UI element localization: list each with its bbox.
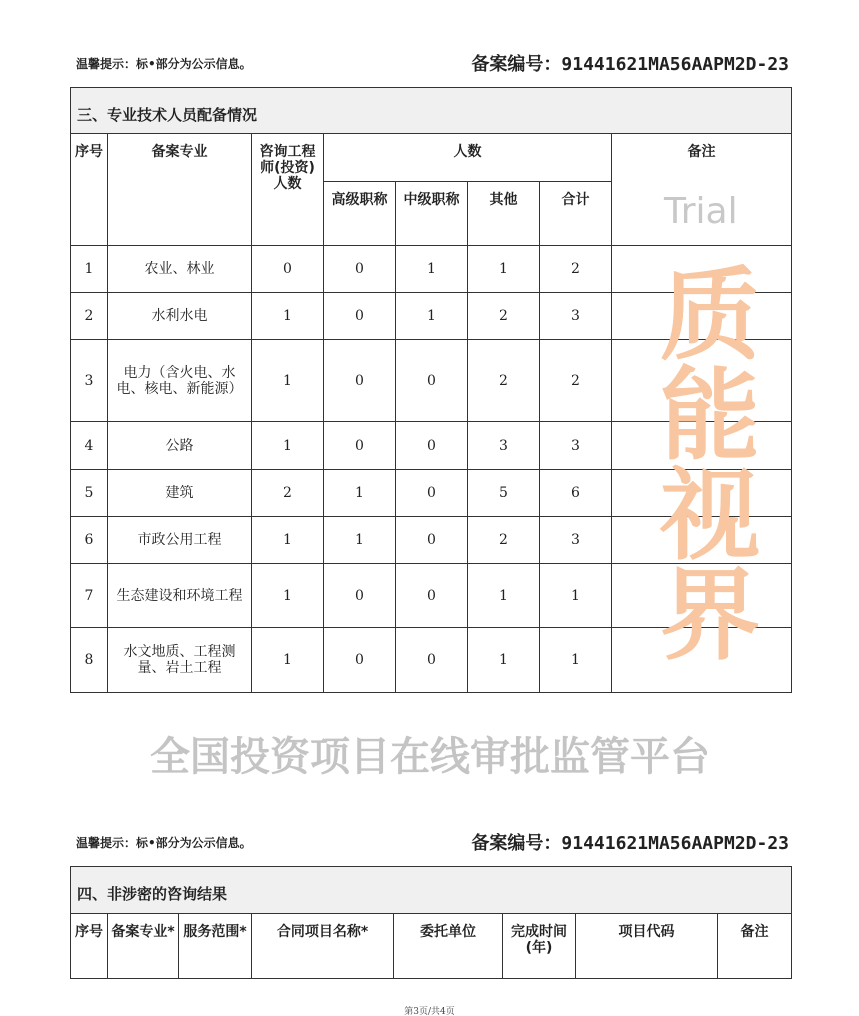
cell-engineers: 1 xyxy=(252,517,324,564)
cell-remark xyxy=(612,564,792,628)
cell-major: 生态建设和环境工程 xyxy=(108,564,252,628)
staff-table xyxy=(70,87,792,693)
cell-senior: 0 xyxy=(324,628,396,693)
header-scope: 服务范围* xyxy=(179,914,252,979)
cell-major: 水文地质、工程测量、岩土工程 xyxy=(108,628,252,693)
cell-engineers: 0 xyxy=(252,246,324,293)
cell-engineers: 1 xyxy=(252,340,324,422)
cell-seq: 7 xyxy=(71,564,108,628)
record-number xyxy=(471,50,789,76)
cell-seq: 3 xyxy=(71,340,108,422)
cell-engineers: 1 xyxy=(252,293,324,340)
header-remark: 备注 xyxy=(718,914,792,979)
cell-remark xyxy=(612,517,792,564)
header-major: 备案专业* xyxy=(108,914,179,979)
cell-other: 2 xyxy=(468,517,540,564)
cell-other: 1 xyxy=(468,246,540,293)
cell-middle: 0 xyxy=(396,628,468,693)
cell-engineers: 1 xyxy=(252,564,324,628)
header-count: 人数 xyxy=(324,134,612,182)
cell-total: 1 xyxy=(540,564,612,628)
cell-senior: 0 xyxy=(324,246,396,293)
notice-text-2: 温馨提示：标•部分为公示信息。 xyxy=(76,836,252,850)
header-total: 合计 xyxy=(540,182,612,246)
cell-major: 电力（含火电、水电、核电、新能源） xyxy=(108,340,252,422)
cell-senior: 0 xyxy=(324,293,396,340)
cell-engineers: 2 xyxy=(252,470,324,517)
header-seq: 序号 xyxy=(71,914,108,979)
cell-total: 2 xyxy=(540,246,612,293)
cell-senior: 0 xyxy=(324,340,396,422)
header-client: 委托单位 xyxy=(394,914,503,979)
cell-major: 水利水电 xyxy=(108,293,252,340)
cell-remark xyxy=(612,422,792,470)
cell-remark xyxy=(612,628,792,693)
cell-middle: 0 xyxy=(396,517,468,564)
cell-total: 3 xyxy=(540,293,612,340)
cell-middle: 1 xyxy=(396,246,468,293)
table-row xyxy=(71,246,792,293)
cell-other: 3 xyxy=(468,422,540,470)
cell-other: 2 xyxy=(468,340,540,422)
results-table xyxy=(70,866,792,979)
cell-middle: 0 xyxy=(396,470,468,517)
cell-total: 6 xyxy=(540,470,612,517)
header-project-name: 合同项目名称* xyxy=(252,914,394,979)
header-other: 其他 xyxy=(468,182,540,246)
section-title: 三、专业技术人员配备情况 xyxy=(71,88,792,134)
brand-watermark: 质能视界 xyxy=(643,262,760,662)
cell-remark xyxy=(612,246,792,293)
cell-major: 市政公用工程 xyxy=(108,517,252,564)
cell-total: 1 xyxy=(540,628,612,693)
header-seq: 序号 xyxy=(71,134,108,246)
notice-text: 温馨提示：标•部分为公示信息。 xyxy=(76,57,252,71)
table-row xyxy=(71,628,792,693)
section-title: 四、非涉密的咨询结果 xyxy=(71,867,792,914)
header-completion-year: 完成时间(年) xyxy=(503,914,576,979)
cell-senior: 1 xyxy=(324,517,396,564)
header-major: 备案专业 xyxy=(108,134,252,246)
header-middle: 中级职称 xyxy=(396,182,468,246)
header-project-code: 项目代码 xyxy=(576,914,718,979)
cell-seq: 1 xyxy=(71,246,108,293)
cell-other: 5 xyxy=(468,470,540,517)
cell-middle: 0 xyxy=(396,564,468,628)
header-engineers: 咨询工程师(投资)人数 xyxy=(252,134,324,246)
record-label: 备案编号： xyxy=(471,833,562,854)
cell-seq: 5 xyxy=(71,470,108,517)
cell-major: 建筑 xyxy=(108,470,252,517)
cell-engineers: 1 xyxy=(252,422,324,470)
table-row xyxy=(71,422,792,470)
cell-total: 3 xyxy=(540,517,612,564)
cell-other: 1 xyxy=(468,628,540,693)
table-row xyxy=(71,470,792,517)
cell-senior: 0 xyxy=(324,422,396,470)
trial-watermark: Trial xyxy=(664,191,738,232)
page-footer: 第3页/共4页 xyxy=(404,1007,455,1016)
platform-watermark: 全国投资项目在线审批监管平台 xyxy=(150,734,710,780)
cell-major: 公路 xyxy=(108,422,252,470)
cell-engineers: 1 xyxy=(252,628,324,693)
cell-remark xyxy=(612,293,792,340)
cell-major: 农业、林业 xyxy=(108,246,252,293)
header-remark: 备注 xyxy=(612,134,792,246)
cell-seq: 6 xyxy=(71,517,108,564)
record-number-value: 91441621MA56AAPM2D-23 xyxy=(561,833,789,854)
table-row xyxy=(71,517,792,564)
table-row xyxy=(71,293,792,340)
header-senior: 高级职称 xyxy=(324,182,396,246)
record-number-value: 91441621MA56AAPM2D-23 xyxy=(561,54,789,75)
cell-total: 2 xyxy=(540,340,612,422)
table-row xyxy=(71,564,792,628)
record-number-2 xyxy=(471,829,789,855)
cell-seq: 4 xyxy=(71,422,108,470)
record-label: 备案编号： xyxy=(471,54,562,75)
cell-senior: 1 xyxy=(324,470,396,517)
cell-senior: 0 xyxy=(324,564,396,628)
cell-other: 1 xyxy=(468,564,540,628)
cell-seq: 2 xyxy=(71,293,108,340)
table-row xyxy=(71,340,792,422)
cell-remark xyxy=(612,470,792,517)
cell-other: 2 xyxy=(468,293,540,340)
cell-total: 3 xyxy=(540,422,612,470)
cell-seq: 8 xyxy=(71,628,108,693)
cell-middle: 0 xyxy=(396,340,468,422)
cell-middle: 0 xyxy=(396,422,468,470)
cell-middle: 1 xyxy=(396,293,468,340)
cell-remark xyxy=(612,340,792,422)
